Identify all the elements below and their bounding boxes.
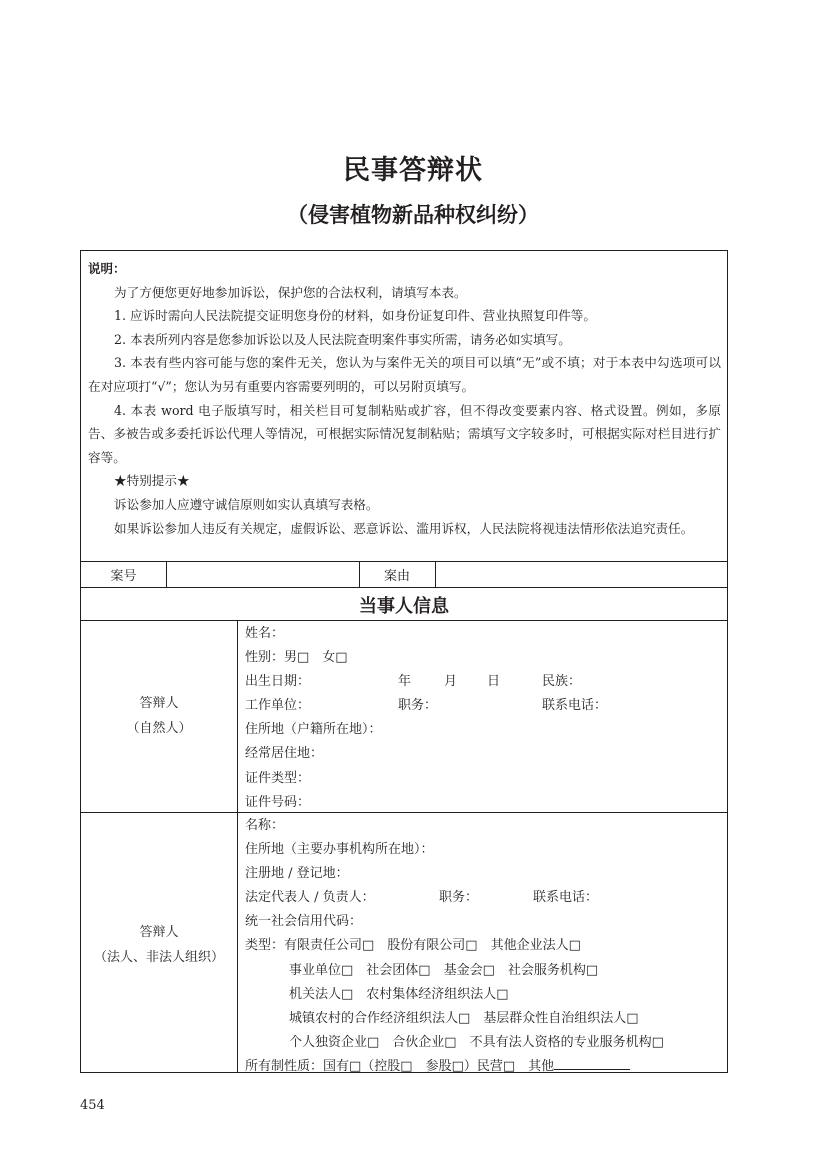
case-cause-label: 案由	[383, 569, 410, 584]
instructions-item-1: 1. 应诉时需向人民法院提交证明您身份的材料，如身份证复印件、营业执照复印件等。	[114, 308, 596, 324]
position-field[interactable]: 职务：	[398, 698, 438, 714]
ownership-other-blank[interactable]	[554, 1055, 630, 1070]
special-notice-title: ★特别提示★	[114, 473, 190, 489]
org-domicile-field[interactable]: 住所地（主要办事机构所在地）：	[245, 842, 434, 858]
special-notice-2: 如果诉讼参加人违反有关规定，虚假诉讼、恶意诉讼、滥用诉权，人民法院将视违法情形依法追究责任。	[114, 520, 694, 536]
document-subtitle: （侵害植物新品种权纠纷）	[287, 203, 539, 227]
instructions-block	[88, 257, 721, 540]
divider	[81, 587, 727, 588]
phone-field[interactable]: 联系电话：	[542, 698, 608, 714]
employer-field[interactable]: 工作单位：	[245, 698, 311, 714]
residence-field[interactable]: 经常居住地：	[245, 746, 324, 762]
party-info-heading: 当事人信息	[359, 596, 449, 617]
divider	[81, 620, 727, 621]
ethnicity-field[interactable]: 民族：	[542, 674, 582, 690]
divider	[166, 561, 167, 587]
instructions-label: 说明：	[88, 261, 126, 276]
natural-person-label-line1: 答辩人	[139, 696, 179, 711]
id-type-field[interactable]: 证件类型：	[245, 770, 311, 786]
birth-date-field[interactable]: 出生日期：	[245, 674, 311, 690]
org-type-options-1[interactable]: 类型：有限责任公司□ 股份有限公司□ 其他企业法人□	[245, 938, 581, 954]
org-name-field[interactable]: 名称：	[245, 818, 285, 833]
id-number-field[interactable]: 证件号码：	[245, 794, 311, 810]
natural-person-fields	[245, 622, 723, 815]
instructions-item-3: 3. 本表有些内容可能与您的案件无关，您认为与案件无关的项目可以填“无”或不填；对于本表中勾选项可以在对应项打“√”；您认为另有重要内容需要列明的，可以另附页填写。	[88, 355, 721, 394]
natural-person-label-line2: （自然人）	[126, 721, 192, 736]
form-table	[80, 250, 728, 1073]
divider	[81, 812, 727, 813]
org-type-options-2[interactable]: 事业单位□ 社会团体□ 基金会□ 社会服务机构□	[289, 962, 599, 978]
birth-day-label: 日	[487, 674, 501, 690]
org-type-options-5[interactable]: 个人独资企业□ 合伙企业□ 不具有法人资格的专业服务机构□	[289, 1034, 664, 1050]
page-number: 454	[80, 1098, 105, 1113]
org-type-options-4[interactable]: 城镇农村的合作经济组织法人□ 基层群众性自治组织法人□	[289, 1010, 639, 1026]
case-number-label: 案号	[110, 569, 137, 584]
divider	[435, 561, 436, 587]
special-notice-1: 诉讼参加人应遵守诚信原则如实认真填写表格。	[114, 496, 379, 512]
credit-code-field[interactable]: 统一社会信用代码：	[245, 914, 363, 930]
representative-position-field[interactable]: 职务：	[439, 890, 479, 906]
document-title: 民事答辩状	[343, 155, 483, 186]
legal-person-label-line2: （法人、非法人组织）	[93, 950, 224, 965]
natural-person-label	[81, 691, 237, 741]
domicile-field[interactable]: 住所地（户籍所在地）：	[245, 722, 382, 738]
registered-place-field[interactable]: 注册地 / 登记地：	[245, 866, 349, 882]
legal-person-fields	[245, 814, 723, 1079]
representative-field[interactable]: 法定代表人 / 负责人：	[245, 890, 375, 906]
divider	[81, 561, 727, 562]
name-field[interactable]: 姓名：	[245, 626, 285, 641]
legal-person-label-line1: 答辩人	[139, 925, 179, 940]
org-type-options-3[interactable]: 机关法人□ 农村集体经济组织法人□	[289, 986, 509, 1002]
divider	[237, 620, 238, 1072]
org-phone-field[interactable]: 联系电话：	[533, 890, 599, 906]
ownership-options[interactable]: 所有制性质：国有□（控股□ 参股□）民营□ 其他	[245, 1058, 555, 1074]
instructions-item-2: 2. 本表所列内容是您参加诉讼以及人民法院查明案件事实所需，请务必如实填写。	[114, 331, 571, 347]
instructions-item-4: 4. 本表 word 电子版填写时，相关栏目可复制粘贴或扩容，但不得改变要素内容、格式设置。例如，多原告、多被告或多委托诉讼代理人等情况，可根据实际情况复制粘贴；需填写文字较多时，可根据实际对栏目进行扩容等。	[88, 402, 721, 465]
instructions-intro: 为了方便您更好地参加诉讼，保护您的合法权利，请填写本表。	[114, 284, 467, 300]
birth-month-label: 月	[444, 674, 458, 690]
birth-year-label: 年	[398, 674, 412, 690]
gender-field[interactable]: 性别：男□ 女□	[245, 650, 348, 666]
legal-person-label	[81, 920, 237, 970]
